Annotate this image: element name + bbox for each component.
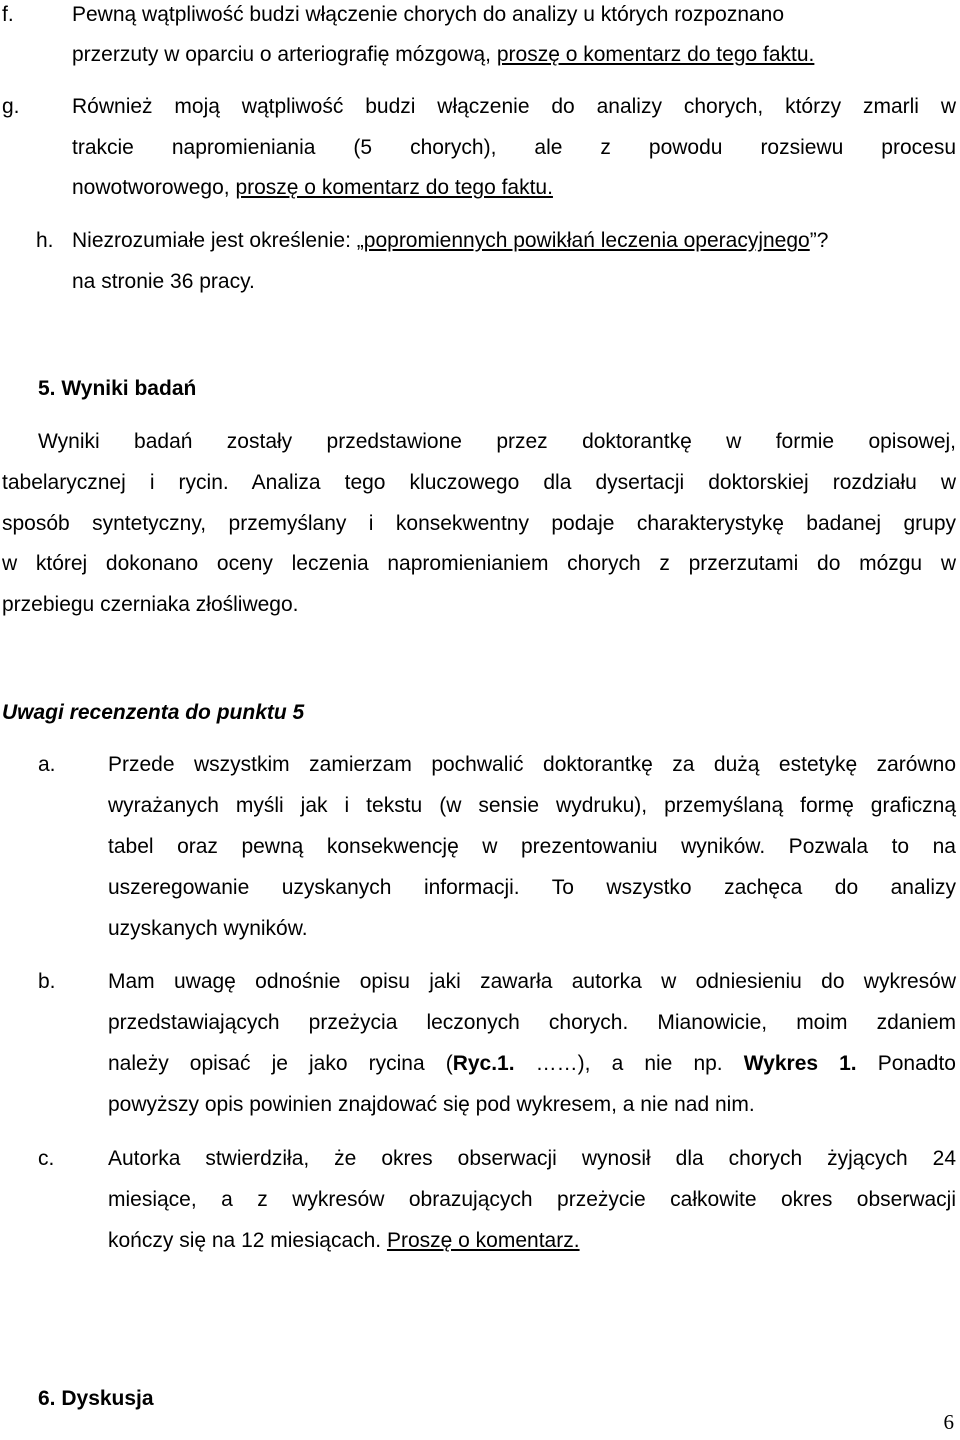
remark-c-line-1: Autorka stwierdziła, że okres obserwacji wynosił dla chorych żyjących 24: [108, 1147, 956, 1170]
item-h-line-2: na stronie 36 pracy.: [72, 270, 255, 293]
remark-a-marker: a.: [38, 753, 56, 776]
item-f-line-2: przerzuty w oparciu o arteriografię mózgową, proszę o komentarz do tego faktu.: [72, 43, 815, 66]
comment-request: proszę o komentarz do tego faktu.: [496, 43, 815, 66]
remark-a-line-2: wyrażanych myśli jak i tekstu (w sensie wydruku), przemyślaną formę graficzną: [108, 794, 956, 817]
remark-a-line-4: uszeregowanie uzyskanych informacji. To wszystko zachęca do analizy: [108, 876, 956, 899]
item-g-line-2: trakcie napromieniania (5 chorych), ale z powodu rozsiewu procesu: [72, 136, 956, 159]
remark-b-line-2: przedstawiających przeżycia leczonych chorych. Mianowicie, moim zdaniem: [108, 1011, 956, 1034]
item-f-marker: f.: [2, 3, 14, 26]
item-h-line-1: Niezrozumiałe jest określenie: „popromiennych powikłań leczenia operacyjnego”?: [72, 229, 829, 252]
remark-a-line-5: uzyskanych wyników.: [108, 917, 308, 940]
section-5-line-2: tabelarycznej i rycin. Analiza tego kluczowego dla dysertacji doktorskiej rozdziału w: [2, 471, 956, 494]
chart-label: Wykres 1.: [743, 1052, 857, 1075]
section-6-heading: 6. Dyskusja: [38, 1387, 154, 1410]
section-5-heading: 5. Wyniki badań: [38, 377, 197, 400]
quoted-term: popromiennych powikłań leczenia operacyjnego: [363, 229, 810, 252]
remark-c-line-3: kończy się na 12 miesiącach. Proszę o komentarz.: [108, 1229, 580, 1252]
remark-c-line-2: miesiące, a z wykresów obrazujących przeżycie całkowite okres obserwacji: [108, 1188, 956, 1211]
item-g-line-3: nowotworowego, proszę o komentarz do tego faktu.: [72, 176, 553, 199]
section-5-line-1: Wyniki badań zostały przedstawione przez doktorantkę w formie opisowej,: [38, 430, 956, 453]
remark-b-line-3: należy opisać je jako rycina (Ryc.1. ……), a nie np. Wykres 1. Ponadto: [108, 1052, 956, 1075]
item-h-marker: h.: [36, 229, 54, 252]
item-g-marker: g.: [2, 95, 20, 118]
remark-a-line-3: tabel oraz pewną konsekwencję w prezentowaniu wyników. Pozwala to na: [108, 835, 956, 858]
section-5-line-3: sposób syntetyczny, przemyślany i konsekwentny podaje charakterystykę badanej grupy: [2, 512, 956, 535]
section-5-line-4: w której dokonano oceny leczenia napromienianiem chorych z przerzutami do mózgu w: [2, 552, 956, 575]
remark-b-line-1: Mam uwagę odnośnie opisu jaki zawarła autorka w odniesieniu do wykresów: [108, 970, 956, 993]
comment-request: proszę o komentarz do tego faktu.: [235, 176, 553, 199]
page-number: 6: [943, 1410, 954, 1434]
section-5-line-5: przebiegu czerniaka złośliwego.: [2, 593, 299, 616]
item-g-line-1: Również moją wątpliwość budzi włączenie do analizy chorych, którzy zmarli w: [72, 95, 956, 118]
remark-b-line-4: powyższy opis powinien znajdować się pod wykresem, a nie nad nim.: [108, 1093, 755, 1116]
remark-b-marker: b.: [38, 970, 56, 993]
figure-label: Ryc.1.: [452, 1052, 515, 1075]
item-f-line-1: Pewną wątpliwość budzi włączenie chorych do analizy u których rozpoznano: [72, 3, 785, 26]
remark-a-line-1: Przede wszystkim zamierzam pochwalić doktorantkę za dużą estetykę zarówno: [108, 753, 956, 776]
comment-request: Proszę o komentarz.: [386, 1229, 580, 1252]
remark-c-marker: c.: [38, 1147, 55, 1170]
remarks-heading: Uwagi recenzenta do punktu 5: [2, 701, 305, 724]
